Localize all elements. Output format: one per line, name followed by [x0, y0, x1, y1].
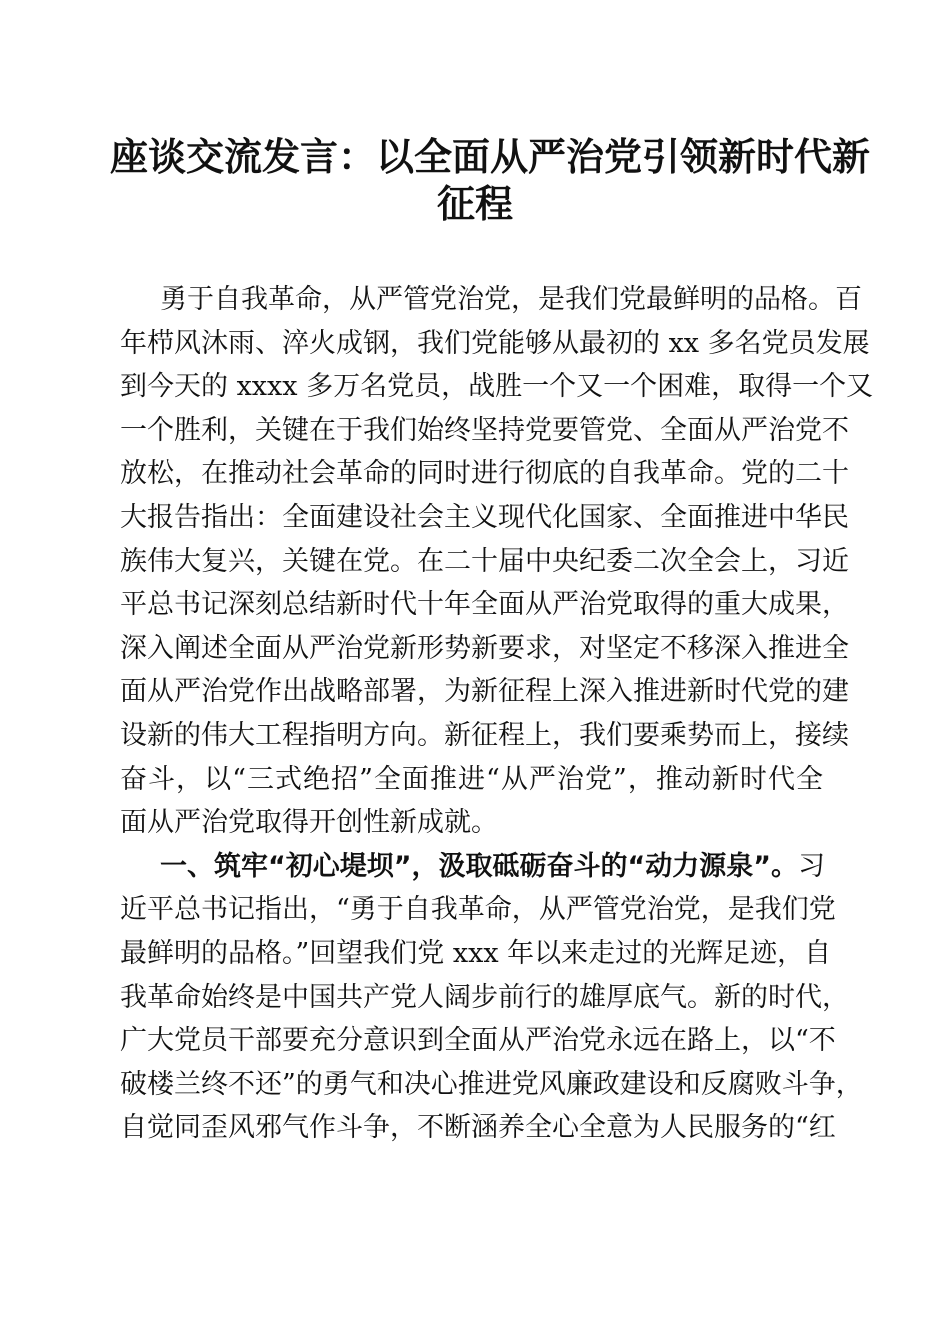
title-line-1: 座谈交流发言：以全面从严治党引领新时代新 — [110, 135, 871, 179]
paragraph-line: 奋斗，以“三式绝招”全面推进“从严治党”，推动新时代全 — [120, 763, 823, 795]
paragraph-line: 面从严治党作出战略部署，为新征程上深入推进新时代党的建 — [120, 676, 849, 708]
section-heading: 一、筑牢“初心堤坝”，汲取砥砺奋斗的“动力源泉”。 — [160, 850, 798, 882]
paragraph-line: 勇于自我革命，从严管党治党，是我们党最鲜明的品格。百 — [160, 284, 862, 315]
paragraph-line: 面从严治党取得开创性新成就。 — [120, 807, 498, 839]
paragraph-line: 平总书记深刻总结新时代十年全面从严治党取得的重大成果， — [120, 589, 849, 621]
document-title — [110, 134, 871, 228]
paragraph-line: 一个胜利，关键在于我们始终坚持党要管党、全面从严治党不 — [120, 414, 849, 446]
paragraph-line: 放松，在推动社会革命的同时进行彻底的自我革命。党的二十 — [120, 458, 849, 490]
title-line-2: 征程 — [436, 182, 513, 226]
document-body — [120, 278, 874, 1150]
paragraph-line: 设新的伟大工程指明方向。新征程上，我们要乘势而上，接续 — [120, 719, 849, 751]
paragraph-line: 近平总书记指出，“勇于自我革命，从严管党治党，是我们党 — [120, 894, 836, 926]
paragraph-line: 我革命始终是中国共产党人阔步前行的雄厚底气。新的时代， — [120, 981, 849, 1013]
paragraph-line: 深入阐述全面从严治党新形势新要求，对坚定不移深入推进全 — [120, 632, 849, 664]
paragraph-line: 年栉风沐雨、淬火成钢，我们党能够从最初的 xx 多名党员发展 — [120, 327, 870, 359]
paragraph-line: 大报告指出：全面建设社会主义现代化国家、全面推进中华民 — [120, 501, 849, 533]
paragraph-line: 自觉同歪风邪气作斗争，不断涵养全心全意为人民服务的“红 — [120, 1112, 836, 1144]
paragraph-line: 族伟大复兴，关键在党。在二十届中央纪委二次全会上，习近 — [120, 545, 849, 577]
paragraph-line: 广大党员干部要充分意识到全面从严治党永远在路上，以“不 — [120, 1025, 836, 1057]
section-text-start: 习 — [797, 850, 825, 882]
paragraph-line: 破楼兰终不还”的勇气和决心推进党风廉政建设和反腐败斗争， — [120, 1068, 863, 1100]
paragraph-line: 到今天的 xxxx 多万名党员，战胜一个又一个困难，取得一个又 — [120, 371, 874, 403]
paragraph-line: 最鲜明的品格。”回望我们党 xxx 年以来走过的光辉足迹，自 — [120, 937, 832, 969]
section-heading-line — [120, 845, 823, 889]
